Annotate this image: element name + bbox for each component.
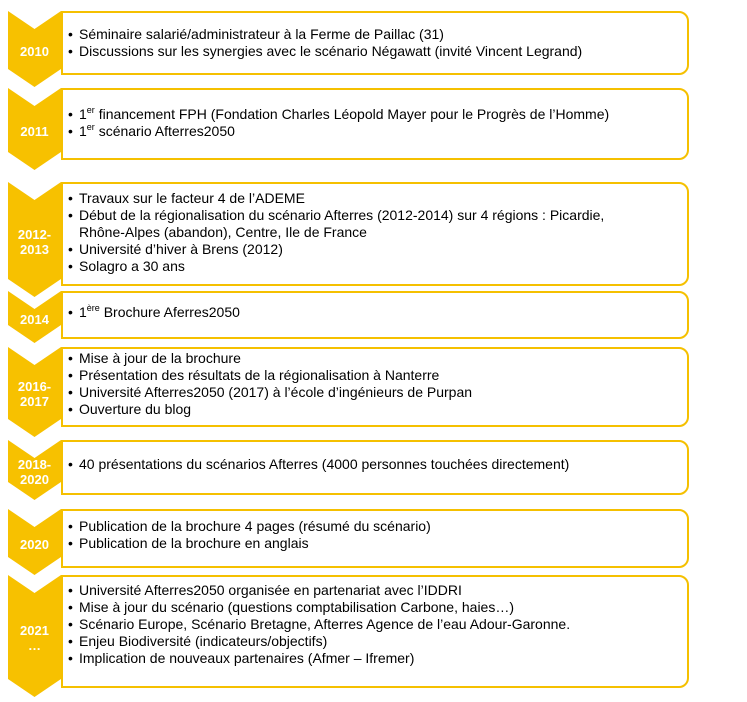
- event-text-prefix: 1: [79, 304, 87, 320]
- event-item: [68, 650, 570, 667]
- event-item: [68, 518, 431, 535]
- event-text: Travaux sur le facteur 4 de l’ADEME: [79, 190, 305, 206]
- event-item: [68, 43, 582, 60]
- event-box: [61, 88, 689, 160]
- event-item: [68, 582, 570, 599]
- year-label: 2020: [20, 536, 49, 552]
- event-text: Séminaire salarié/administrateur à la Ferme de Paillac (31): [79, 26, 444, 42]
- event-list: [68, 350, 472, 418]
- event-item: [68, 123, 609, 140]
- bullet-icon: •: [68, 304, 73, 320]
- year-label: 2011: [20, 123, 49, 139]
- event-text: Université d’hiver à Brens (2012): [79, 241, 283, 257]
- bullet-icon: •: [68, 190, 73, 206]
- bullet-icon: •: [68, 384, 73, 400]
- year-chevron: [8, 291, 61, 343]
- event-item: [68, 106, 609, 123]
- event-item: [68, 599, 570, 616]
- year-label: 2016- 2017: [17, 379, 52, 409]
- year-label: 2021 …: [20, 623, 49, 653]
- event-box: [61, 347, 689, 427]
- bullet-icon: •: [68, 258, 73, 274]
- event-list: [68, 456, 569, 473]
- event-list: [68, 518, 431, 552]
- event-item: [68, 401, 472, 418]
- event-text: Enjeu Biodiversité (indicateurs/objectifs): [79, 633, 328, 649]
- year-chevron: [8, 575, 61, 697]
- event-list: [68, 106, 609, 140]
- bullet-icon: •: [68, 207, 73, 223]
- bullet-icon: •: [68, 350, 73, 366]
- event-box: [61, 291, 689, 339]
- event-item: [68, 633, 570, 650]
- year-chevron: [8, 347, 61, 437]
- event-item: [68, 350, 472, 367]
- year-chevron: [8, 182, 61, 297]
- event-text: Scénario Europe, Scénario Bretagne, Afterres Agence de l’eau Adour-Garonne.: [79, 616, 571, 632]
- bullet-icon: •: [68, 582, 73, 598]
- bullet-icon: •: [68, 456, 73, 472]
- year-label: 2012- 2013: [17, 226, 52, 257]
- ordinal-superscript: er: [86, 105, 95, 115]
- event-item: [68, 26, 582, 43]
- bullet-icon: •: [68, 401, 73, 417]
- event-item: [68, 367, 472, 384]
- event-item: [68, 384, 472, 401]
- event-box: [61, 440, 689, 495]
- year-chevron: [8, 440, 61, 500]
- bullet-icon: •: [68, 123, 73, 139]
- event-item: [68, 616, 570, 633]
- event-text-prefix: 1: [79, 123, 87, 139]
- event-text: Discussions sur les synergies avec le scénario Négawatt (invité Vincent Legrand): [79, 43, 583, 59]
- event-text: Université Afterres2050 (2017) à l’école d’ingénieurs de Purpan: [79, 384, 473, 400]
- event-text: Université Afterres2050 organisée en partenariat avec l’IDDRI: [79, 582, 462, 598]
- event-text: Implication de nouveaux partenaires (Afmer – Ifremer): [79, 650, 415, 666]
- bullet-icon: •: [68, 535, 73, 551]
- event-text: 40 présentations du scénarios Afterres (4000 personnes touchées directement): [79, 456, 570, 472]
- bullet-icon: •: [68, 241, 73, 257]
- event-text: Ouverture du blog: [79, 401, 192, 417]
- bullet-icon: •: [68, 43, 73, 59]
- event-text-continuation: Rhône-Alpes (abandon), Centre, Ile de France: [79, 224, 367, 240]
- event-box: [61, 182, 689, 286]
- year-chevron: [8, 88, 61, 170]
- event-text: Début de la régionalisation du scénario Afterres (2012-2014) sur 4 régions : Picardie,: [79, 207, 605, 223]
- event-item: [68, 304, 240, 321]
- bullet-icon: •: [68, 106, 73, 122]
- event-item: [68, 190, 604, 207]
- event-box: [61, 575, 689, 688]
- event-item: [68, 241, 604, 258]
- event-list: [68, 26, 582, 60]
- ordinal-superscript: er: [86, 122, 95, 132]
- bullet-icon: •: [68, 26, 73, 42]
- event-box: [61, 11, 689, 75]
- event-text: Mise à jour de la brochure: [79, 350, 241, 366]
- year-chevron: [8, 509, 61, 575]
- bullet-icon: •: [68, 650, 73, 666]
- event-text: Mise à jour du scénario (questions comptabilisation Carbone, haies…): [79, 599, 514, 615]
- event-list: [68, 190, 604, 275]
- bullet-icon: •: [68, 518, 73, 534]
- event-list: [68, 304, 240, 321]
- event-item: [68, 258, 604, 275]
- event-text: Présentation des résultats de la régionalisation à Nanterre: [79, 367, 440, 383]
- bullet-icon: •: [68, 599, 73, 615]
- event-text: financement FPH (Fondation Charles Léopold Mayer pour le Progrès de l’Homme): [94, 106, 610, 122]
- bullet-icon: •: [68, 367, 73, 383]
- event-text: Publication de la brochure en anglais: [79, 535, 309, 551]
- bullet-icon: •: [68, 616, 73, 632]
- event-item: [68, 456, 569, 473]
- ordinal-superscript: ère: [86, 303, 100, 313]
- event-text: Brochure Aferres2050: [99, 304, 240, 320]
- year-chevron: [8, 11, 61, 87]
- event-text: scénario Afterres2050: [94, 123, 235, 139]
- event-item: [68, 535, 431, 552]
- event-item: [68, 207, 604, 241]
- event-text-prefix: 1: [79, 106, 87, 122]
- bullet-icon: •: [68, 633, 73, 649]
- event-box: [61, 509, 689, 568]
- year-label: 2018- 2020: [17, 457, 52, 487]
- year-label: 2014: [20, 311, 49, 327]
- event-text: Solagro a 30 ans: [79, 258, 185, 274]
- year-label: 2010: [20, 43, 49, 59]
- event-text: Publication de la brochure 4 pages (résumé du scénario): [79, 518, 431, 534]
- event-list: [68, 582, 570, 667]
